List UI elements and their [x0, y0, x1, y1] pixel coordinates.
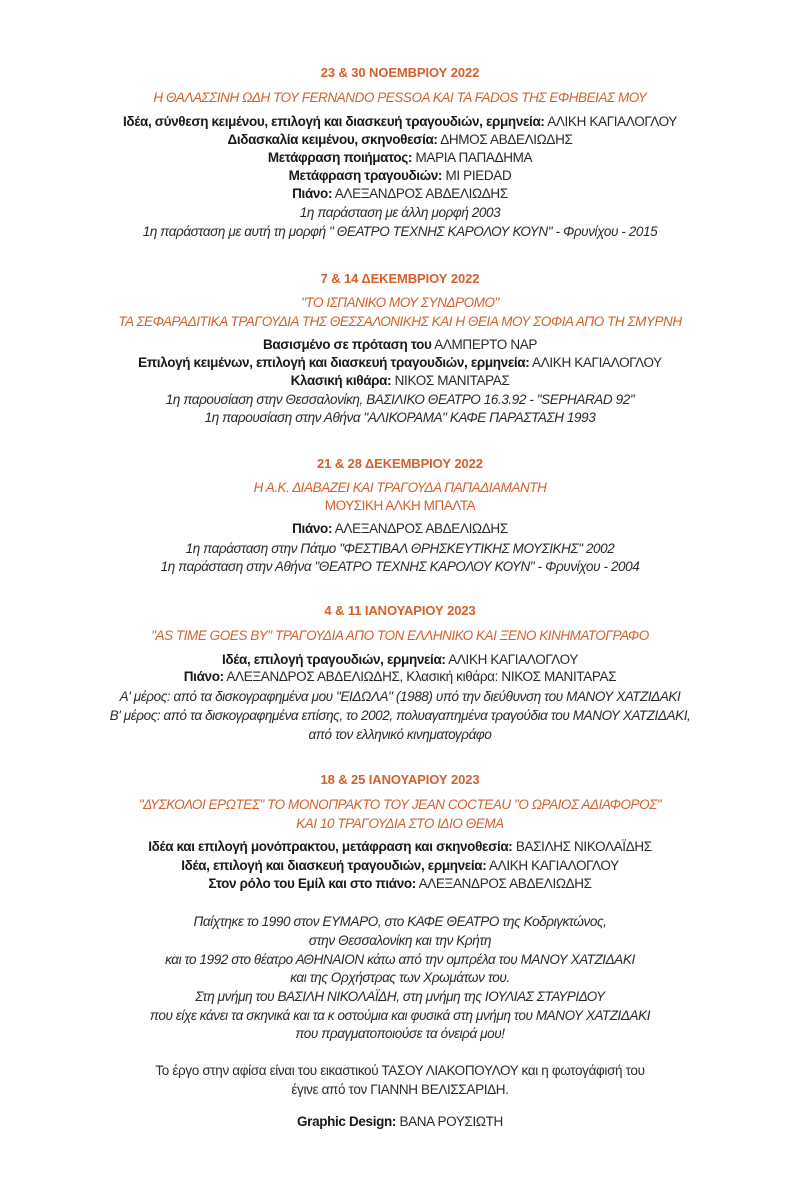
- credit-value: ΑΛΙΚΗ ΚΑΓΙΑΛΟΓΛΟΥ: [544, 114, 677, 129]
- performance-note: 1η παράσταση με αυτή τη μορφή " ΘΕΑΤΡΟ ΤΕΧΝΗΣ ΚΑΡΟΛΟΥ ΚΟΥΝ" - Φρυνίχου - 2015: [142, 224, 658, 239]
- performance-note: 1η παρουσίαση στην Αθήνα "ΑΛΙΚΟΡΑΜΑ" ΚΑΦΕ ΠΑΡΑΣΤΑΣΗ 1993: [204, 410, 596, 425]
- credit-label: Πιάνο:: [292, 521, 333, 536]
- artwork-credit: Το έργο στην αφίσα είναι του εικαστικού ΤΑΣΟΥ ΛΙΑΚΟΠΟΥΛΟΥ και η φωτογάφισή του: [155, 1063, 645, 1078]
- artwork-credit: έγινε από τον ΓΙΑΝΝΗ ΒΕΛΙΣΣΑΡΙΔΗ.: [291, 1082, 509, 1097]
- credit-label: Graphic Design:: [297, 1114, 397, 1129]
- credit-label: Μετάφραση τραγουδιών:: [288, 168, 443, 183]
- performance-note: Β' μέρος: από τα δισκογραφημένα επίσης, το 2002, πολυαγαπημένα τραγούδια του ΜΑΝΟΥ ΧΑΤΖΙΔΑΚΙ,: [109, 708, 691, 723]
- performance-title: "AS TIME GOES BY" ΤΡΑΓΟΥΔΙΑ ΑΠΟ ΤΟΝ ΕΛΛΗΝΙΚΟ ΚΑΙ ΞΕΝΟ ΚΙΝΗΜΑΤΟΓΡΑΦΟ: [151, 628, 649, 643]
- performance-note: στην Θεσσαλονίκη και την Κρήτη: [308, 933, 492, 948]
- credit-value: ΔΗΜΟΣ ΑΒΔΕΛΙΩΔΗΣ: [437, 132, 573, 147]
- performance-title: "ΔΥΣΚΟΛΟΙ ΕΡΩΤΕΣ" ΤΟ ΜΟΝΟΠΡΑΚΤΟ ΤΟΥ JEAN COCTEAU "Ο ΩΡΑΙΟΣ ΑΔΙΑΦΟΡΟΣ": [138, 797, 662, 812]
- credit-value: ΑΛΜΠΕΡΤΟ ΝΑΡ: [431, 337, 538, 352]
- performance-note: που πραγματοποιούσε τα όνειρά μου!: [295, 1026, 505, 1041]
- credit-label: Πιάνο:: [183, 669, 224, 684]
- performance-note: και το 1992 στο θέατρο ΑΘΗΝΑΙΟΝ κάτω από την ομπρέλα του ΜΑΝΟΥ ΧΑΤΖΙΔΑΚΙ: [165, 952, 635, 967]
- graphic-design-credit: [0, 1113, 800, 1131]
- performance-date: 7 & 14 ΔΕΚΕΜΒΡΙΟΥ 2022: [320, 271, 480, 286]
- credit-value: ΑΛΕΞΑΝΔΡΟΣ ΑΒΔΕΛΙΩΔΗΣ: [415, 876, 592, 891]
- performance-note: Α' μέρος: από τα δισκογραφημένα μου "ΕΙΔΩΛΑ" (1988) υπό την διεύθυνση του ΜΑΝΟΥ ΧΑΤΖΙΔΑΚΙ: [119, 689, 681, 704]
- credit-label: Ιδέα και επιλογή μονόπρακτου, μετάφραση και σκηνοθεσία:: [148, 839, 513, 854]
- performance-note: 1η παρουσίαση στην Θεσσαλονίκη, ΒΑΣΙΛΙΚΟ ΘΕΑΤΡΟ 16.3.92 - "SEPHARAD 92": [165, 392, 635, 407]
- credit-line: [0, 185, 800, 203]
- credit-label: Ιδέα, επιλογή τραγουδιών, ερμηνεία:: [222, 652, 446, 667]
- performance-note: 1η παράσταση με άλλη μορφή 2003: [299, 205, 501, 220]
- credit-label: Ιδέα, επιλογή και διασκευή τραγουδιών, ερμηνεία:: [181, 858, 487, 873]
- performance-title: Η Α.Κ. ΔΙΑΒΑΖΕΙ ΚΑΙ ΤΡΑΓΟΥΔΑ ΠΑΠΑΔΙΑΜΑΝΤΗ: [253, 480, 547, 495]
- credit-line: [0, 875, 800, 893]
- performance-note: 1η παράσταση στην Πάτμο "ΦΕΣΤΙΒΑΛ ΘΡΗΣΚΕΥΤΙΚΗΣ ΜΟΥΣΙΚΗΣ" 2002: [185, 541, 615, 556]
- performance-note: 1η παράσταση στην Αθήνα "ΘΕΑΤΡΟ ΤΕΧΝΗΣ ΚΑΡΟΛΟΥ ΚΟΥΝ" - Φρυνίχου - 2004: [160, 559, 640, 574]
- credit-line: [0, 668, 800, 686]
- credit-line: [0, 131, 800, 149]
- credit-label: Πιάνο:: [292, 186, 333, 201]
- performance-note: και της Ορχήστρας των Χρωμάτων του.: [290, 970, 510, 985]
- credit-label: Επιλογή κειμένων, επιλογή και διασκευή τραγουδιών, ερμηνεία:: [138, 355, 530, 370]
- performance-note: Παίχτηκε το 1990 στον ΕΥΜΑΡΟ, στο ΚΑΦΕ ΘΕΑΤΡΟ της Κοδριγκτώνος,: [193, 914, 607, 929]
- performance-date: 23 & 30 ΝΟΕΜΒΡΙΟΥ 2022: [320, 65, 480, 80]
- credit-label: Ιδέα, σύνθεση κειμένου, επιλογή και διασκευή τραγουδιών, ερμηνεία:: [123, 114, 545, 129]
- performance-title: "ΤΟ ΙΣΠΑΝΙΚΟ ΜΟΥ ΣΥΝΔΡΟΜΟ": [301, 295, 499, 310]
- credit-value: ΜΑΡΙΑ ΠΑΠΑΔΗΜΑ: [412, 150, 533, 165]
- credit-label: Μετάφραση ποιήματος:: [267, 150, 413, 165]
- credit-line: [0, 149, 800, 167]
- credit-line: [0, 520, 800, 538]
- credit-label: Κλασική κιθάρα:: [290, 373, 392, 388]
- credit-line: [0, 838, 800, 856]
- credit-value: ΝΙΚΟΣ ΜΑΝΙΤΑΡΑΣ: [391, 373, 510, 388]
- credit-value: ΒΑΝΑ ΡΟΥΣΙΩΤΗ: [396, 1114, 503, 1129]
- credit-line: [0, 354, 800, 372]
- credit-value: MI PIEDAD: [442, 168, 512, 183]
- performance-subtitle: ΤΑ ΣΕΦΑΡΑΔΙΤΙΚΑ ΤΡΑΓΟΥΔΙΑ ΤΗΣ ΘΕΣΣΑΛΟΝΙΚΗΣ ΚΑΙ Η ΘΕΙΑ ΜΟΥ ΣΟΦΙΑ ΑΠΟ ΤΗ ΣΜΥΡΝΗ: [118, 314, 682, 329]
- credit-line: [0, 857, 800, 875]
- credit-value: ΒΑΣΙΛΗΣ ΝΙΚΟΛΑΪΔΗΣ: [512, 839, 652, 854]
- performance-title: Η ΘΑΛΑΣΣΙΝΗ ΩΔΗ ΤΟΥ FERNANDO PESSOA ΚΑΙ ΤΑ FADOS ΤΗΣ ΕΦΗΒΕΙΑΣ ΜΟΥ: [153, 90, 647, 105]
- credit-line: [0, 651, 800, 669]
- performance-date: 21 & 28 ΔΕΚΕΜΒΡΙΟΥ 2022: [317, 456, 483, 471]
- performance-subtitle: ΜΟΥΣΙΚΗ ΑΛΚΗ ΜΠΑΛΤΑ: [324, 498, 476, 513]
- credit-label: Στον ρόλο του Εμίλ και στο πιάνο:: [208, 876, 416, 891]
- performance-date: 4 & 11 ΙΑΝΟΥΑΡΙΟΥ 2023: [324, 603, 476, 618]
- performance-subtitle: ΚΑΙ 10 ΤΡΑΓΟΥΔΙΑ ΣΤΟ ΙΔΙΟ ΘΕΜΑ: [296, 816, 504, 831]
- performance-date: 18 & 25 ΙΑΝΟΥΑΡΙΟΥ 2023: [320, 772, 480, 787]
- credit-line: [0, 113, 800, 131]
- performance-note: Στη μνήμη του ΒΑΣΙΛΗ ΝΙΚΟΛΑΪΔΗ, στη μνήμη της ΙΟΥΛΙΑΣ ΣΤΑΥΡΙΔΟΥ: [195, 989, 605, 1004]
- performance-note: από τον ελληνικό κινηματογράφο: [308, 727, 492, 742]
- credit-value: ΑΛΕΞΑΝΔΡΟΣ ΑΒΔΕΛΙΩΔΗΣ: [332, 521, 508, 536]
- credit-line: [0, 336, 800, 354]
- credit-label: Βασισμένο σε πρόταση του: [262, 337, 432, 352]
- credit-line: [0, 167, 800, 185]
- credit-value: ΑΛΕΞΑΝΔΡΟΣ ΑΒΔΕΛΙΩΔΗΣ: [332, 186, 508, 201]
- credit-line: [0, 372, 800, 390]
- credit-value: ΑΛΙΚΗ ΚΑΓΙΑΛΟΓΛΟΥ: [529, 355, 662, 370]
- credit-value: ΑΛΕΞΑΝΔΡΟΣ ΑΒΔΕΛΙΩΔΗΣ, Κλασική κιθάρα: ΝΙΚΟΣ ΜΑΝΙΤΑΡΑΣ: [223, 669, 617, 684]
- credit-value: ΑΛΙΚΗ ΚΑΓΙΑΛΟΓΛΟΥ: [445, 652, 578, 667]
- credit-value: ΑΛΙΚΗ ΚΑΓΙΑΛΟΓΛΟΥ: [486, 858, 619, 873]
- credit-label: Διδασκαλία κειμένου, σκηνοθεσία:: [227, 132, 438, 147]
- performance-note: που είχε κάνει τα σκηνικά και τα κ οστούμια και φυσικά στη μνήμη του ΜΑΝΟΥ ΧΑΤΖΙΔΑΚΙ: [149, 1008, 651, 1023]
